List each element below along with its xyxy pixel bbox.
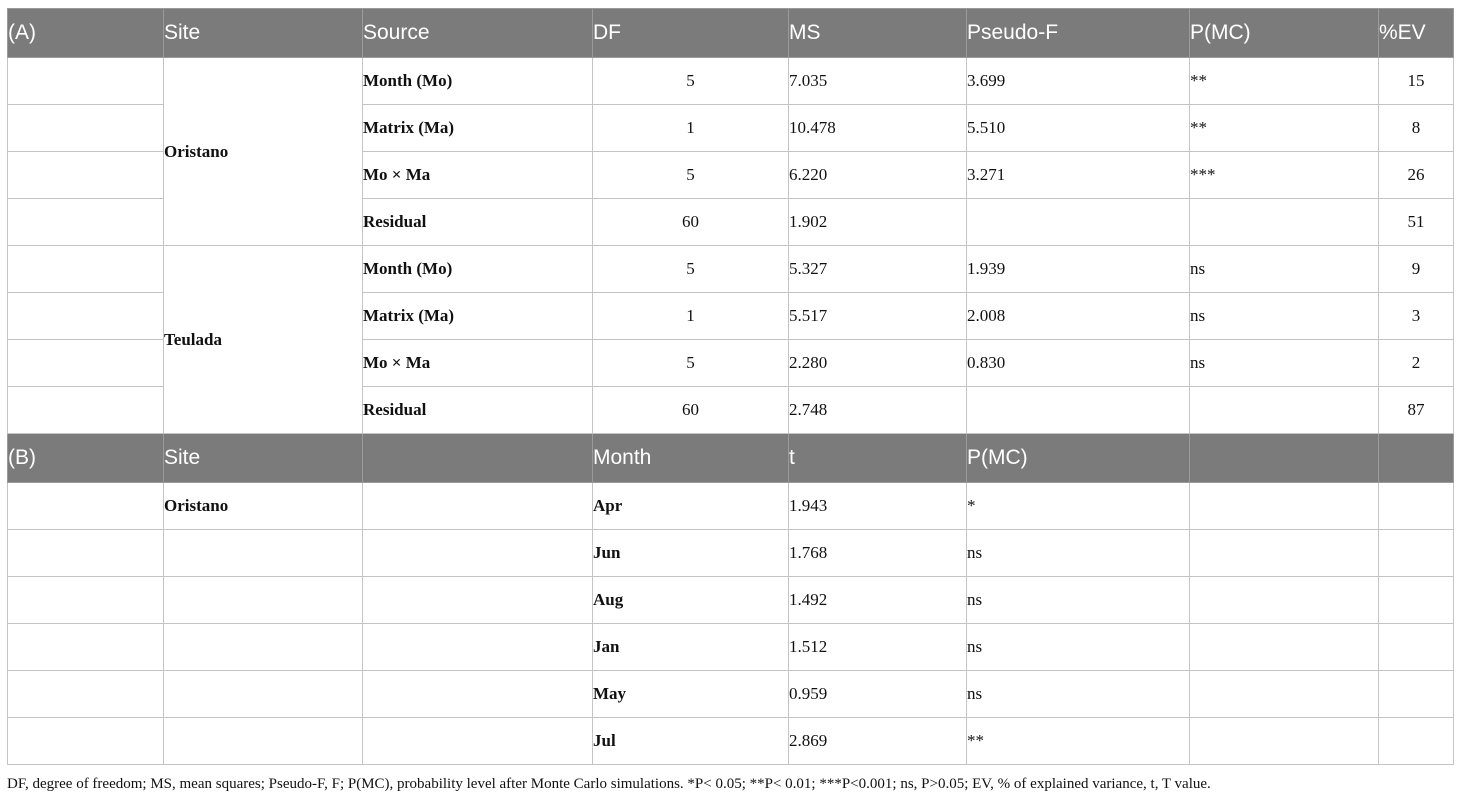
pseudo-f-cell <box>967 387 1190 434</box>
month-cell: Jul <box>593 718 789 765</box>
pmc-cell: ns <box>1190 246 1379 293</box>
table-row <box>8 246 1454 293</box>
ev-cell: 51 <box>1379 199 1454 246</box>
ev-cell: 8 <box>1379 105 1454 152</box>
pmc-cell-b: ** <box>967 718 1190 765</box>
df-cell: 60 <box>593 387 789 434</box>
table-row <box>8 624 1454 671</box>
header-source: Source <box>363 21 430 44</box>
df-cell: 5 <box>593 58 789 105</box>
header-pseudo-f: Pseudo-F <box>967 21 1059 44</box>
month-cell: Apr <box>593 483 789 530</box>
pmc-cell: ** <box>1190 105 1379 152</box>
ms-cell: 2.280 <box>789 340 967 387</box>
part-a-header-row <box>8 9 1454 58</box>
pmc-cell-b: ns <box>967 624 1190 671</box>
pmc-cell-b: ns <box>967 577 1190 624</box>
header-pmc-b: P(MC) <box>967 446 1028 469</box>
ev-cell: 3 <box>1379 293 1454 340</box>
month-cell: Jan <box>593 624 789 671</box>
table-row <box>8 58 1454 105</box>
pmc-cell: ** <box>1190 58 1379 105</box>
header-df: DF <box>593 21 621 44</box>
source-cell: Month (Mo) <box>363 246 593 293</box>
pmc-cell-b: ns <box>967 671 1190 718</box>
source-cell: Residual <box>363 387 593 434</box>
ev-cell: 2 <box>1379 340 1454 387</box>
df-cell: 5 <box>593 246 789 293</box>
header-pmc: P(MC) <box>1190 21 1251 44</box>
month-cell: May <box>593 671 789 718</box>
source-cell: Residual <box>363 199 593 246</box>
ms-cell: 2.748 <box>789 387 967 434</box>
ev-cell: 26 <box>1379 152 1454 199</box>
t-cell: 1.768 <box>789 530 967 577</box>
part-a-label: (A) <box>8 21 36 44</box>
table-row <box>8 483 1454 530</box>
anova-table <box>7 8 1454 765</box>
table-footnote: DF, degree of freedom; MS, mean squares; Pseudo-F, F; P(MC), probability level after Monte Carlo simulations. *P< 0.05; **P< 0.01; ***P<0.001; ns, P>0.05; EV, % of explained variance, t, T value. <box>7 776 1211 792</box>
pseudo-f-cell: 3.271 <box>967 152 1190 199</box>
df-cell: 5 <box>593 340 789 387</box>
month-cell: Aug <box>593 577 789 624</box>
df-cell: 60 <box>593 199 789 246</box>
t-cell: 2.869 <box>789 718 967 765</box>
ev-cell: 9 <box>1379 246 1454 293</box>
source-cell: Matrix (Ma) <box>363 293 593 340</box>
header-ev: %EV <box>1379 21 1426 44</box>
pmc-cell <box>1190 199 1379 246</box>
t-cell: 1.492 <box>789 577 967 624</box>
pseudo-f-cell: 2.008 <box>967 293 1190 340</box>
ms-cell: 6.220 <box>789 152 967 199</box>
ms-cell: 7.035 <box>789 58 967 105</box>
df-cell: 1 <box>593 105 789 152</box>
df-cell: 5 <box>593 152 789 199</box>
part-b-label: (B) <box>8 446 36 469</box>
ms-cell: 5.517 <box>789 293 967 340</box>
pmc-cell-b: ns <box>967 530 1190 577</box>
pmc-cell: ns <box>1190 340 1379 387</box>
site-cell: Oristano <box>164 58 363 246</box>
part-b-header-row <box>8 434 1454 483</box>
pseudo-f-cell: 3.699 <box>967 58 1190 105</box>
header-site: Site <box>164 21 201 44</box>
ms-cell: 5.327 <box>789 246 967 293</box>
table-row <box>8 530 1454 577</box>
pseudo-f-cell <box>967 199 1190 246</box>
pseudo-f-cell: 1.939 <box>967 246 1190 293</box>
source-cell: Mo × Ma <box>363 152 593 199</box>
t-cell: 0.959 <box>789 671 967 718</box>
pseudo-f-cell: 5.510 <box>967 105 1190 152</box>
pseudo-f-cell: 0.830 <box>967 340 1190 387</box>
source-cell: Month (Mo) <box>363 58 593 105</box>
table-row <box>8 671 1454 718</box>
source-cell: Mo × Ma <box>363 340 593 387</box>
header-month: Month <box>593 446 652 469</box>
pmc-cell: ns <box>1190 293 1379 340</box>
pmc-cell <box>1190 387 1379 434</box>
header-site-b: Site <box>164 446 201 469</box>
header-t: t <box>789 446 795 469</box>
site-cell: Teulada <box>164 246 363 434</box>
table-row <box>8 718 1454 765</box>
month-cell: Jun <box>593 530 789 577</box>
ev-cell: 87 <box>1379 387 1454 434</box>
ms-cell: 1.902 <box>789 199 967 246</box>
header-ms: MS <box>789 21 821 44</box>
pmc-cell: *** <box>1190 152 1379 199</box>
pmc-cell-b: * <box>967 483 1190 530</box>
source-cell: Matrix (Ma) <box>363 105 593 152</box>
t-cell: 1.943 <box>789 483 967 530</box>
t-cell: 1.512 <box>789 624 967 671</box>
df-cell: 1 <box>593 293 789 340</box>
table-row <box>8 577 1454 624</box>
ms-cell: 10.478 <box>789 105 967 152</box>
ev-cell: 15 <box>1379 58 1454 105</box>
site-cell-b: Oristano <box>164 483 363 530</box>
